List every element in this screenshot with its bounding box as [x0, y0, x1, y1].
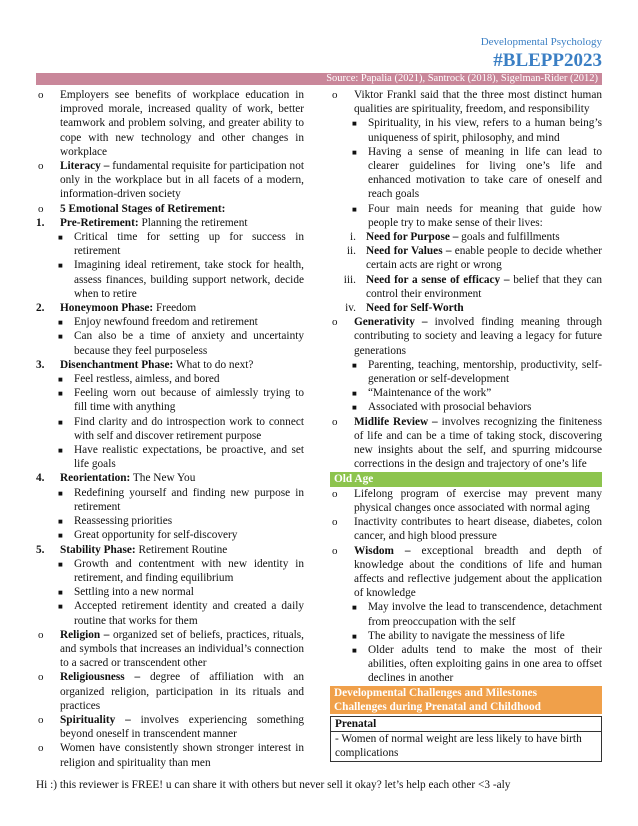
circle-bullet-icon: o [38, 628, 44, 641]
circle-bullet-icon: o [38, 160, 44, 173]
circle-bullet-icon: o [332, 516, 338, 529]
circle-bullet-icon: o [332, 544, 338, 557]
bullet-text: Spirituality, in his view, refers to a human being’s uniqueness of spirit, philosophy, and mind [368, 117, 602, 144]
source-bar [36, 73, 602, 85]
square-bullet-icon: ■ [352, 389, 357, 399]
list-item [36, 528, 304, 542]
women-text: Women have consistently shown stronger interest in religion and spirituality than men [60, 742, 304, 769]
hashtag-title: #BLEPP2023 [493, 50, 602, 71]
midlife-term: Midlife Review – [354, 415, 438, 428]
bullet-text: Can also be a time of anxiety and uncertainty because they feel purposeless [74, 330, 304, 357]
square-bullet-icon: ■ [58, 446, 63, 456]
square-bullet-icon: ■ [352, 603, 357, 613]
stage-heading [36, 358, 304, 372]
list-item [330, 415, 602, 472]
list-item [36, 372, 304, 386]
list-item [330, 202, 602, 230]
square-bullet-icon: ■ [58, 559, 63, 569]
frankl-text: Viktor Frankl said that the three most distinct human qualities are spirituality, freedom, and responsibility [354, 89, 602, 116]
circle-bullet-icon: o [332, 89, 338, 101]
bullet-text: Reassessing priorities [74, 515, 173, 528]
stage-subtitle: Freedom [153, 302, 197, 315]
stage-heading [36, 216, 304, 230]
square-bullet-icon: ■ [58, 488, 63, 498]
circle-bullet-icon: o [332, 487, 338, 500]
circle-bullet-icon: o [38, 89, 44, 101]
list-item [36, 557, 304, 585]
bullet-text: Parenting, teaching, mentorship, productivity, self-generation or self-development [368, 358, 602, 386]
source-text: Source: Papalia (2021), Santrock (2018), Sigelman-Rider (2012) [326, 73, 598, 84]
list-item [36, 386, 304, 414]
square-bullet-icon: ■ [352, 403, 357, 413]
bullet-text: Feel restless, aimless, and bored [74, 373, 220, 386]
stage-title: Honeymoon Phase: [60, 302, 154, 315]
wisdom-term: Wisdom – [354, 544, 411, 557]
bullet-text: Critical time for setting up for success in retirement [74, 231, 304, 258]
spirituality-term: Spirituality – [60, 713, 131, 726]
literacy-term: Literacy – [60, 160, 110, 173]
midlife-def: involves recognizing the finiteness of life and can be a time of taking stock, discovering new insights about the self, and spurring midcourse corrections in the design and trajectory of one’s life [354, 415, 602, 471]
list-item [330, 600, 602, 628]
wisdom-def: exceptional breadth and depth of knowledge about the conditions of life and human affects and reflective judgement about the application of knowledge [354, 544, 602, 600]
generativity-def: involved finding meaning through contributing to society and leaving a legacy for future generations [354, 316, 602, 357]
square-bullet-icon: ■ [58, 517, 63, 527]
list-item [36, 670, 304, 713]
bullet-text: Having a sense of meaning in life can lead to clearer guidelines for living one’s life and enhanced motivation to take care of oneself and reach goals [368, 145, 602, 201]
circle-bullet-icon: o [38, 671, 44, 684]
list-item [36, 315, 304, 329]
bullet-text: Accepted retirement identity and created a daily routine that works for them [74, 600, 304, 627]
need-item [330, 230, 602, 244]
list-item [36, 230, 304, 258]
bullet-text: Enjoy newfound freedom and retirement [74, 316, 258, 329]
square-bullet-icon: ■ [58, 233, 63, 243]
bullet-text: Four main needs for meaning that guide how people try to make sense of their lives: [368, 202, 602, 229]
bullet-text: Imagining ideal retirement, take stock for health, assess finances, building support network, decide when to retire [74, 259, 304, 300]
subject-title: Developmental Psychology [480, 36, 602, 48]
need-title: Need for Values – [366, 245, 452, 258]
stage-title: Disenchantment Phase: [60, 358, 174, 371]
roman-number: i. [350, 231, 356, 244]
bullet-text: Great opportunity for self-discovery [74, 529, 238, 542]
need-title: Need for a sense of efficacy – [366, 273, 510, 286]
circle-bullet-icon: o [332, 415, 338, 428]
stage-subtitle: The New You [130, 472, 196, 485]
bullet-text: May involve the lead to transcendence, detachment from preoccupation with the self [368, 601, 602, 628]
list-item [330, 643, 602, 686]
stage-title: Pre-Retirement: [60, 216, 139, 229]
right-column [330, 88, 602, 762]
stage-heading [36, 543, 304, 557]
list-item [36, 88, 304, 159]
square-bullet-icon: ■ [352, 147, 357, 157]
stage-number: 4. [36, 472, 45, 485]
bullet-text: Settling into a new normal [74, 586, 194, 599]
list-item [36, 258, 304, 301]
spirituality-def: involves experiencing something beyond oneself in transcendent manner [60, 713, 304, 741]
square-bullet-icon: ■ [58, 531, 63, 541]
religiousness-term: Religiousness – [60, 671, 141, 684]
need-def: belief that they can control their environment [366, 273, 602, 300]
list-item [36, 415, 304, 443]
list-item [330, 315, 602, 358]
literacy-def: fundamental requisite for participation not only in the workplace but in all facets of a modern, information-driven society [60, 160, 304, 201]
stage-title: Stability Phase: [60, 543, 136, 556]
list-item [36, 443, 304, 471]
square-bullet-icon: ■ [352, 119, 357, 129]
roman-number: iv. [345, 302, 356, 315]
circle-bullet-icon: o [332, 316, 338, 329]
list-item [330, 116, 602, 144]
square-bullet-icon: ■ [58, 261, 63, 271]
need-item [330, 301, 602, 315]
need-title: Need for Self-Worth [366, 302, 464, 315]
list-item [330, 88, 602, 116]
stage-subtitle: Retirement Routine [135, 543, 228, 556]
stage-subtitle: Planning the retirement [138, 216, 248, 229]
stage-number: 3. [36, 358, 45, 371]
list-item [36, 514, 304, 528]
bullet-text: Feeling worn out because of aimlessly trying to fill time with anything [74, 387, 304, 414]
circle-bullet-icon: o [38, 742, 44, 755]
square-bullet-icon: ■ [58, 318, 63, 328]
list-item [36, 486, 304, 514]
prenatal-table-cell: - Women of normal weight are less likely to have birth complications [335, 733, 582, 760]
roman-number: ii. [346, 245, 356, 258]
generativity-term: Generativity – [354, 316, 428, 329]
bullet-text: Redefining yourself and finding new purpose in retirement [74, 486, 304, 513]
stage-heading [36, 471, 304, 485]
square-bullet-icon: ■ [352, 204, 357, 214]
need-item [330, 244, 602, 272]
square-bullet-icon: ■ [352, 631, 357, 641]
need-title: Need for Purpose – [366, 231, 459, 244]
need-def: goals and fulfillments [458, 231, 560, 244]
old-age-heading: Old Age [330, 472, 602, 486]
list-item [36, 202, 304, 216]
square-bullet-icon: ■ [58, 417, 63, 427]
stages-title: 5 Emotional Stages of Retirement: [60, 202, 226, 215]
square-bullet-icon: ■ [352, 645, 357, 655]
square-bullet-icon: ■ [58, 588, 63, 598]
list-item [36, 713, 304, 741]
religiousness-def: degree of affiliation with an organized religion, participation in its rituals and practices [60, 671, 304, 712]
square-bullet-icon: ■ [352, 360, 357, 370]
prenatal-childhood-heading: Challenges during Prenatal and Childhood [330, 700, 602, 714]
square-bullet-icon: ■ [58, 389, 63, 399]
list-item [36, 329, 304, 357]
bullet-text: Growth and contentment with new identity in retirement, and finding equilibrium [74, 557, 304, 584]
list-item [36, 585, 304, 599]
inactivity-text: Inactivity contributes to heart disease, diabetes, colon cancer, and high blood pressure [354, 516, 602, 543]
circle-bullet-icon: o [38, 202, 44, 215]
list-item [36, 159, 304, 202]
roman-number: iii. [343, 273, 356, 286]
stage-number: 2. [36, 302, 45, 315]
square-bullet-icon: ■ [58, 602, 63, 612]
footer-note: Hi :) this reviewer is FREE! u can share it with others but never sell it okay? let’s help each other <3 -aly [36, 779, 511, 791]
bullet-text: Have realistic expectations, be proactive, and set life goals [74, 444, 304, 471]
list-item [330, 487, 602, 515]
dev-challenges-heading: Developmental Challenges and Milestones [330, 686, 602, 700]
list-item [36, 599, 304, 627]
religion-def: organized set of beliefs, practices, rituals, and symbols that increases an individual’s connection to a sacred or transcendent other [60, 628, 305, 670]
bullet-text: Older adults tend to make the most of their abilities, often exploiting gains in one area to offset declines in another [368, 643, 602, 685]
prenatal-table-header: Prenatal [331, 717, 601, 732]
stage-heading [36, 301, 304, 315]
list-item [330, 629, 602, 643]
list-item [330, 400, 602, 414]
left-column [36, 88, 304, 770]
stage-number: 1. [36, 216, 45, 229]
bullet-text: Associated with prosocial behaviors [368, 401, 532, 414]
square-bullet-icon: ■ [58, 332, 63, 342]
prenatal-table [330, 716, 602, 762]
list-item [330, 358, 602, 386]
exercise-text: Lifelong program of exercise may prevent many physical changes once associated with normal aging [354, 487, 602, 514]
religion-term: Religion – [60, 628, 110, 641]
need-item [330, 273, 602, 301]
list-item [36, 741, 304, 769]
stage-number: 5. [36, 543, 45, 556]
need-def: enable people to decide whether certain acts are right or wrong [366, 245, 602, 272]
circle-bullet-icon: o [38, 713, 44, 726]
list-item [330, 386, 602, 400]
stage-subtitle: What to do next? [173, 358, 254, 371]
bullet-text: Find clarity and do introspection work to connect with self and discover retirement purpose [74, 415, 304, 442]
list-item [36, 628, 304, 671]
stage-title: Reorientation: [60, 472, 131, 485]
bullet-text: The ability to navigate the messiness of life [368, 629, 565, 642]
square-bullet-icon: ■ [58, 375, 63, 385]
employers-text: Employers see benefits of workplace education in improved morale, increased quality of work, better teamwork and problem solving, and greater ability to cope with new technology and other changes in workplace [60, 89, 304, 158]
bullet-text: “Maintenance of the work” [368, 387, 492, 400]
list-item [330, 544, 602, 601]
list-item [330, 515, 602, 543]
list-item [330, 145, 602, 202]
